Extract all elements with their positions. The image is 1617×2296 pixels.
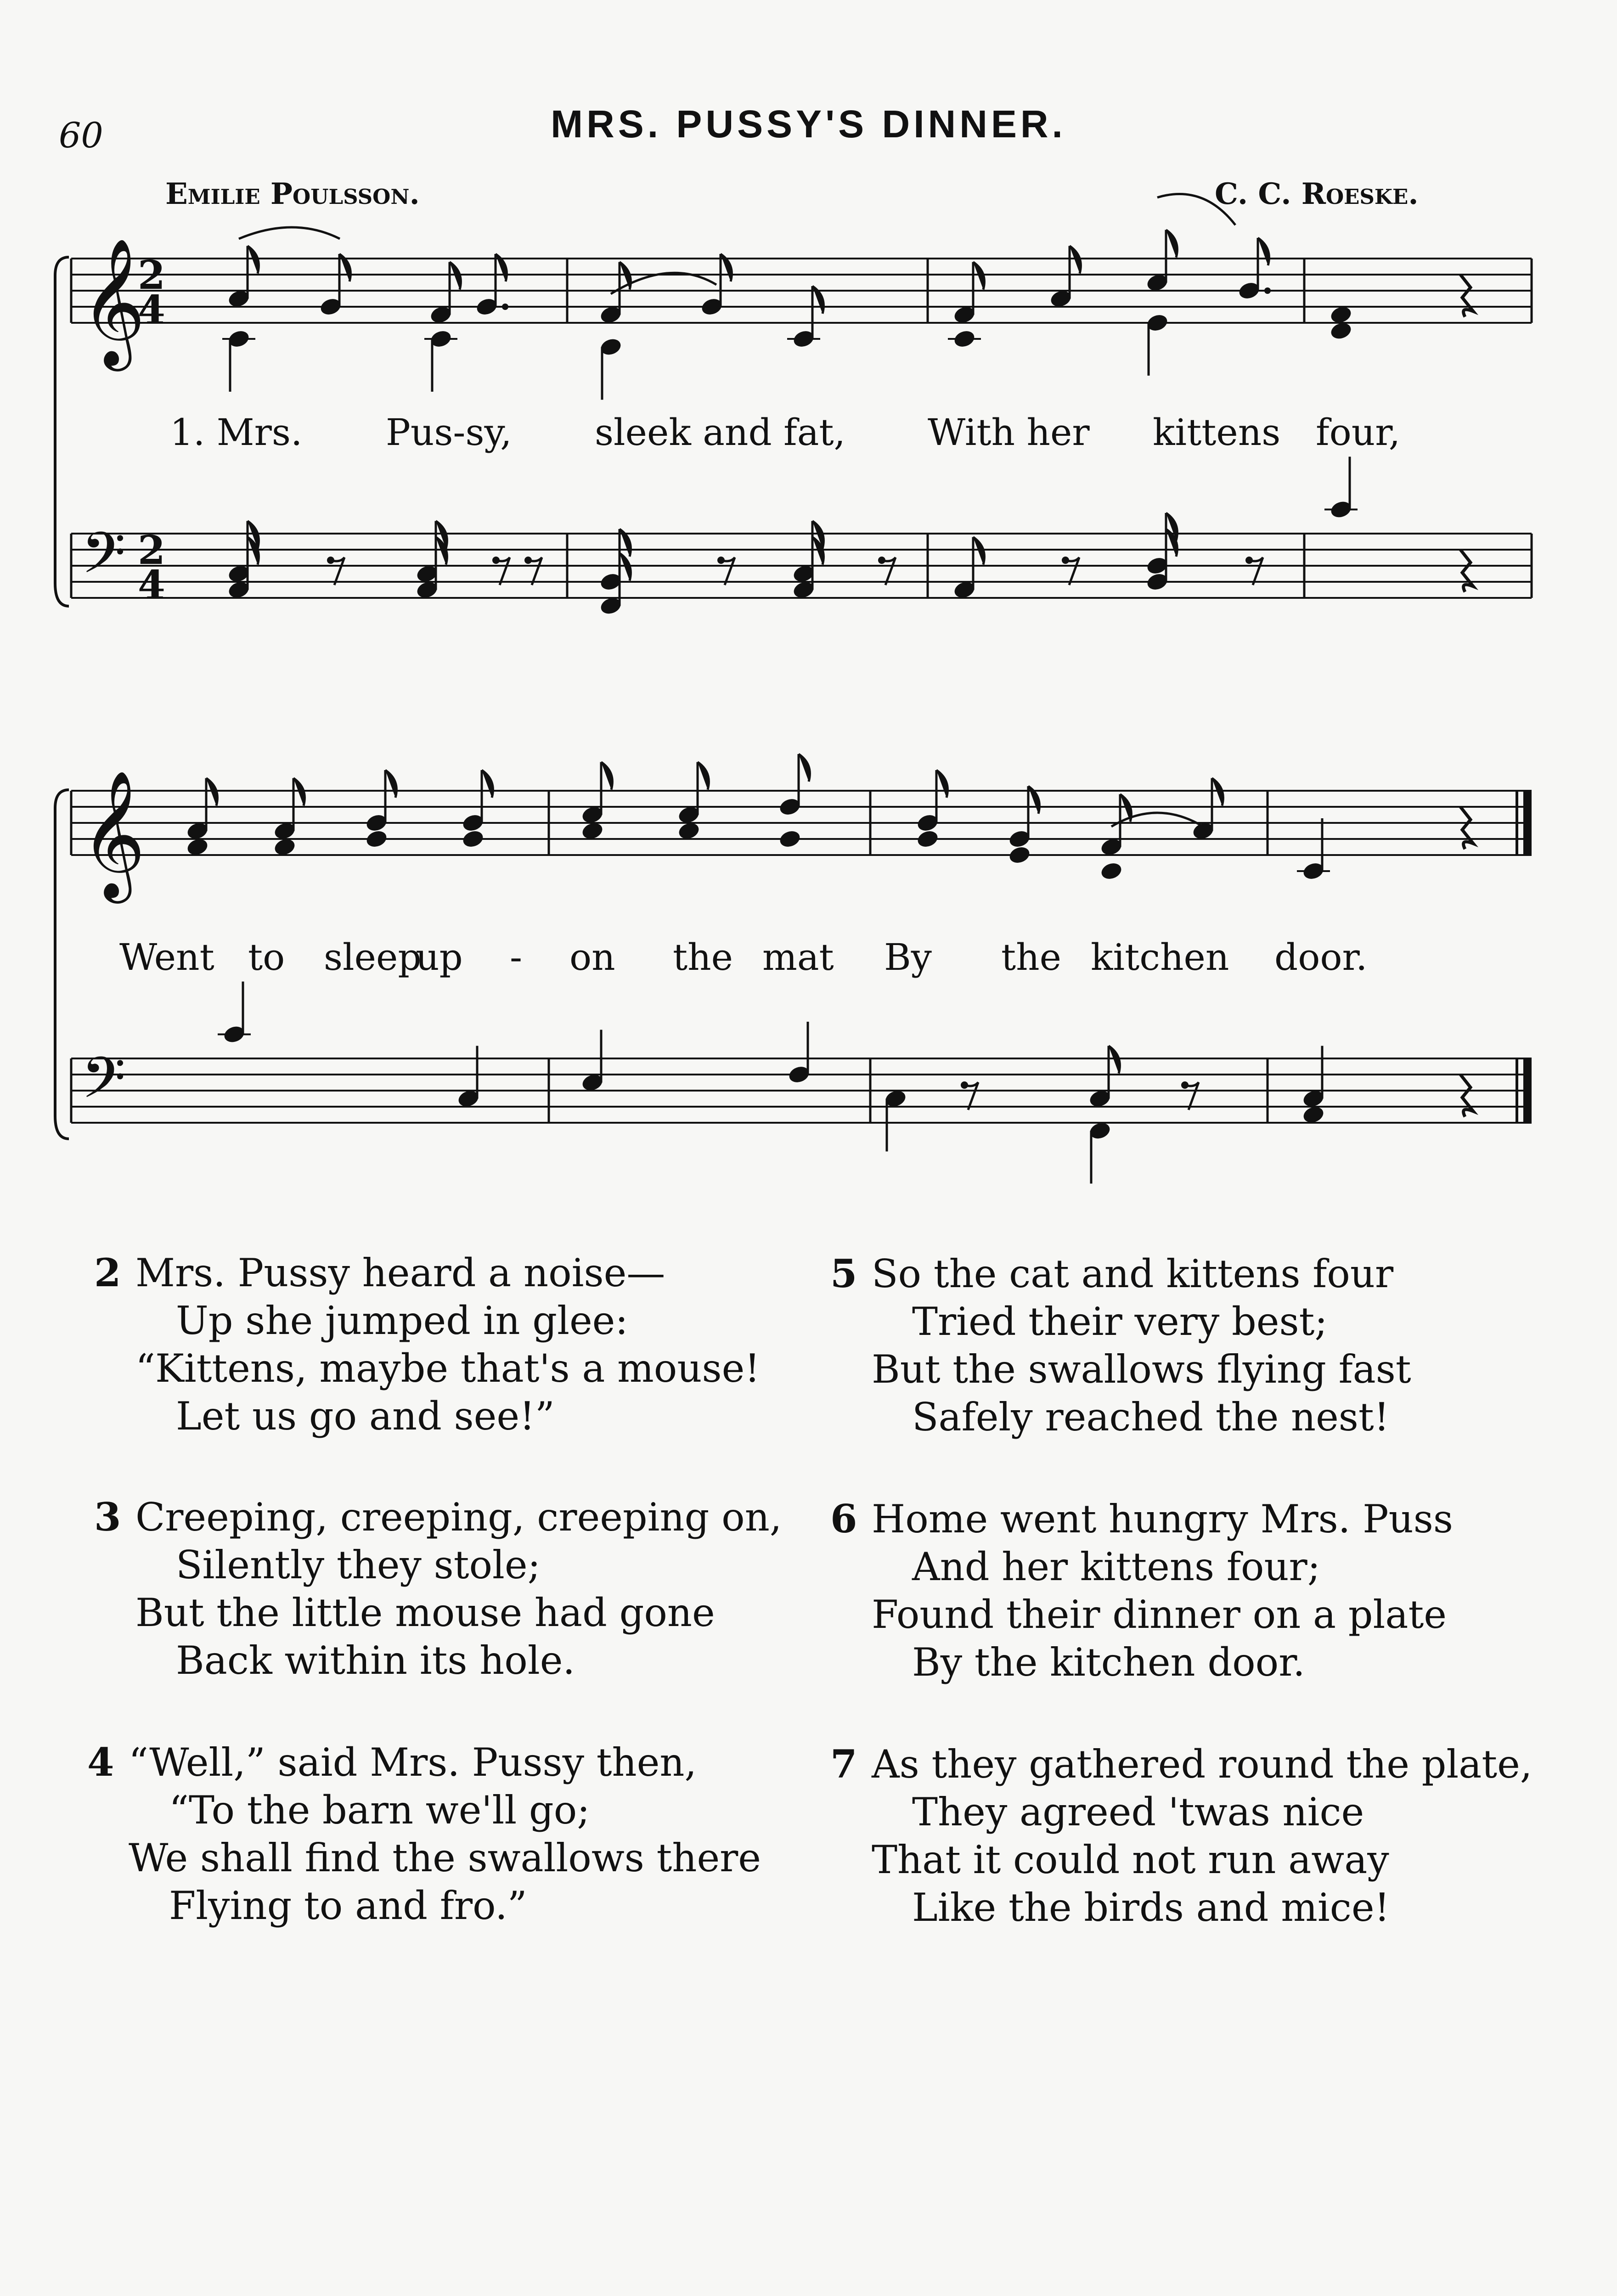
verse-line: Let us go and see!” [176,1394,555,1439]
verse-line: Like the birds and mice! [912,1885,1390,1930]
song-title: MRS. PUSSY'S DINNER. [551,102,1066,146]
note [186,778,218,842]
note [1088,1120,1112,1184]
note [227,246,259,310]
note [456,1046,480,1109]
lyric-syllable: Pus-sy, [386,411,512,454]
verse-line: “Kittens, maybe that's a mouse! [135,1346,761,1391]
note-flag [1212,778,1223,806]
lyric-syllable: up [416,936,463,979]
note-flag [973,262,984,290]
verse-7 [830,1740,1532,1931]
note [599,337,623,400]
eighth-rest [1062,557,1079,585]
notehead [1099,861,1123,881]
note [1301,1046,1325,1109]
treble-clef-icon: 𝄞 [80,769,146,898]
time-signature-top: 2 [138,252,165,298]
bass-clef-icon: 𝄢 [81,1045,126,1125]
verse-line: We shall find the swallows there [129,1835,761,1880]
verse-line: Creeping, creeping, creeping on, [135,1495,782,1540]
note [1297,818,1330,882]
verse-line: So the cat and kittens four [872,1251,1394,1296]
verse-line: That it could not run away [872,1837,1389,1882]
note [1191,778,1223,842]
verse-line: “Well,” said Mrs. Pussy then, [129,1740,697,1785]
note [580,1030,604,1093]
note-flag [936,770,947,798]
verse-line: Flying to and fro.” [169,1883,527,1928]
note [1088,1046,1120,1109]
lyrics-system-2 [0,936,1617,986]
quarter-rest [1460,275,1473,317]
lyric-syllable: 1. Mrs. [170,411,303,454]
eighth-rest [961,1081,978,1110]
notehead [1008,844,1031,865]
verse-number: 3 [94,1494,121,1540]
verse-number: 6 [830,1496,857,1542]
verse-line: By the kitchen door. [912,1640,1305,1685]
verse-number: 7 [830,1741,857,1787]
note-flag [293,778,304,806]
note-flag [973,537,984,565]
verse-line: But the little mouse had gone [135,1590,715,1635]
note [1049,246,1081,310]
verse-line: Silently they stole; [176,1542,541,1587]
lyric-syllable: mat [762,936,834,979]
composer-credit: C. C. Roeske. [1215,177,1419,211]
lyric-syllable: the [673,936,733,979]
lyric-syllable: kitchen [1091,936,1229,979]
quarter-rest [1460,1075,1473,1117]
treble-clef-icon: 𝄞 [80,237,146,366]
note [1008,844,1031,865]
lyrics-system-1 [0,411,1617,461]
note [1145,230,1178,293]
note-flag [482,770,493,798]
verse-line: “To the barn we'll go; [169,1788,590,1833]
note [1099,794,1132,858]
lyric-syllable: With her [928,411,1090,454]
note [884,1088,907,1152]
verse-line: Home went hungry Mrs. Puss [872,1497,1453,1542]
verse-line: As they gathered round the plate, [872,1742,1532,1787]
note-flag [206,778,217,806]
quarter-rest [1460,807,1473,849]
note-flag [620,553,631,581]
verse-number: 5 [830,1251,857,1296]
note-flag [601,762,612,790]
quarter-rest [1460,550,1473,592]
lyric-syllable: sleep [324,936,422,979]
eighth-rest [492,557,510,585]
note [424,328,457,392]
lyric-syllable: - [510,936,523,979]
verse-line: Found their dinner on a plate [872,1592,1447,1637]
verse-number: 2 [94,1250,121,1295]
lyric-syllable: to [248,936,285,979]
lyric-syllable: the [1001,936,1062,979]
note [273,778,305,842]
verse-line: Up she jumped in glee: [176,1298,628,1343]
verse-6 [830,1495,1453,1686]
verse-line: Back within its hole. [176,1638,575,1683]
note [222,328,255,392]
verse-2 [94,1249,760,1440]
slur [239,227,340,239]
note-dot [502,304,508,310]
note [1324,457,1358,520]
note [461,828,485,849]
verse-line: Safely reached the nest! [912,1395,1390,1440]
note-dot [1264,287,1271,294]
note [916,828,940,849]
note-flag [1109,1046,1120,1074]
verse-4 [87,1739,761,1930]
lyricist-credit: Emilie Poulsson. [165,177,420,211]
eighth-rest [327,557,344,585]
eighth-rest [1181,1081,1199,1110]
page-number: 60 [59,115,103,156]
time-signature-bottom: 4 [138,287,165,333]
verse-line: Mrs. Pussy heard a noise— [135,1250,665,1295]
note [1145,312,1169,376]
notehead [916,828,940,849]
verse-line: Tried their very best; [912,1299,1328,1344]
final-barline [1523,1058,1532,1123]
note-flag [698,762,709,790]
note [787,1022,811,1085]
note [787,286,823,349]
note-flag [1120,794,1131,822]
eighth-rest [524,557,542,585]
verse-5 [830,1250,1411,1441]
verse-number: 4 [87,1739,114,1785]
lyric-syllable: sleek and fat, [595,411,845,454]
verse-line: And her kittens four; [912,1544,1321,1589]
lyric-syllable: Went [119,936,214,979]
note-flag [1070,246,1081,274]
note [365,828,389,849]
note [429,262,461,326]
note-flag [799,754,810,782]
notehead [365,828,389,849]
eighth-rest [717,557,735,585]
time-signature-top: 2 [138,527,165,574]
note [952,537,985,601]
verse-line: But the swallows flying fast [872,1347,1411,1392]
lyric-syllable: kittens [1153,411,1281,454]
note [218,982,251,1045]
note [952,262,985,326]
note-flag [1166,230,1177,258]
slur [1111,813,1203,827]
note-flag [450,262,461,290]
note [475,254,508,317]
note-flag [248,246,259,274]
note [1099,861,1123,881]
verse-3 [94,1493,782,1684]
eighth-rest [1245,557,1263,585]
bass-clef-icon: 𝄢 [81,520,126,600]
note [599,262,631,326]
note-flag [1258,238,1269,265]
lyric-syllable: By [884,936,932,979]
note-flag [385,770,396,798]
final-barline [1523,791,1532,855]
lyric-syllable: four, [1316,411,1401,454]
lyric-syllable: on [569,936,615,979]
note [778,828,802,849]
eighth-rest [878,557,896,585]
lyric-syllable: door. [1274,936,1368,979]
note [948,328,981,349]
note [580,762,613,826]
verse-line: They agreed 'twas nice [912,1790,1364,1835]
time-signature-bottom: 4 [138,562,165,608]
notehead [778,828,802,849]
note [1237,238,1271,301]
slur [1157,194,1235,225]
notehead [461,828,485,849]
note [677,762,709,826]
